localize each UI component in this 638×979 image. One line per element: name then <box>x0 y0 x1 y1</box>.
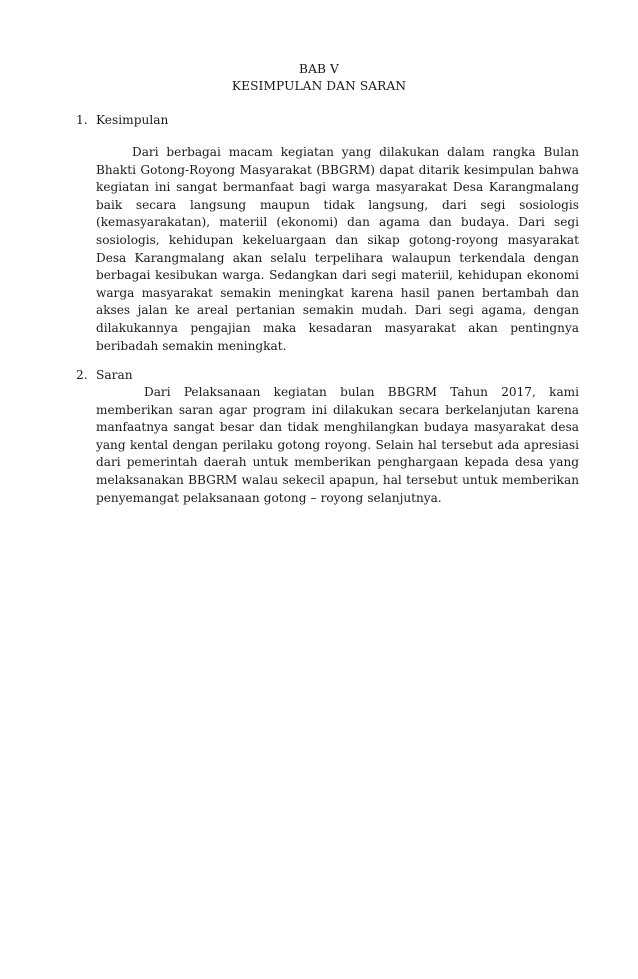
section-paragraph: Dari Pelaksanaan kegiatan bulan BBGRM Tahun 2017, kami memberikan saran agar program ini dilakukan secara berkelanjutan karena manfaatnya sangat besar dan tidak menghilangkan budaya masyarakat desa yang kental dengan perilaku gotong royong. Selain hal tersebut ada apresiasi dari pemerintah daerah untuk memberikan penghargaan kepada desa yang melaksanakan BBGRM walau sekecil apapun, hal tersebut untuk memberikan penyemangat pelaksanaan gotong – royong selanjutnya. <box>96 385 579 505</box>
section-title: Saran <box>96 368 133 382</box>
section-heading <box>76 111 579 129</box>
section-number: 2. <box>76 368 88 382</box>
chapter-number: BAB V <box>299 62 339 76</box>
section-paragraph: Dari berbagai macam kegiatan yang dilakukan dalam rangka Bulan Bhakti Gotong-Royong Masyarakat (BBGRM) dapat ditarik kesimpulan bahwa kegiatan ini sangat bermanfaat bagi warga masyarakat Desa Karangmalang baik secara langsung maupun tidak langsung, dari segi sosiologis (kemasyarakatan), materiil (ekonomi) dan agama dan budaya. Dari segi sosiologis, kehidupan kekeluargaan dan sikap gotong-royong masyarakat Desa Karangmalang akan selalu terpelihara walaupun terkendala dengan berbagai kesibukan warga. Sedangkan dari segi materiil, kehidupan ekonomi warga masyarakat semakin meningkat karena hasil panen bertambah dan akses jalan ke areal pertanian semakin mudah. Dari segi agama, dengan dilakukannya pengajian maka kesadaran masyarakat akan pentingnya beribadah semakin meningkat. <box>96 145 579 353</box>
section-kesimpulan <box>76 111 579 355</box>
section-title: Kesimpulan <box>96 113 169 127</box>
chapter-title: KESIMPULAN DAN SARAN <box>231 79 407 93</box>
section-number: 1. <box>76 113 88 127</box>
section-saran <box>76 366 579 507</box>
section-heading <box>76 366 579 384</box>
